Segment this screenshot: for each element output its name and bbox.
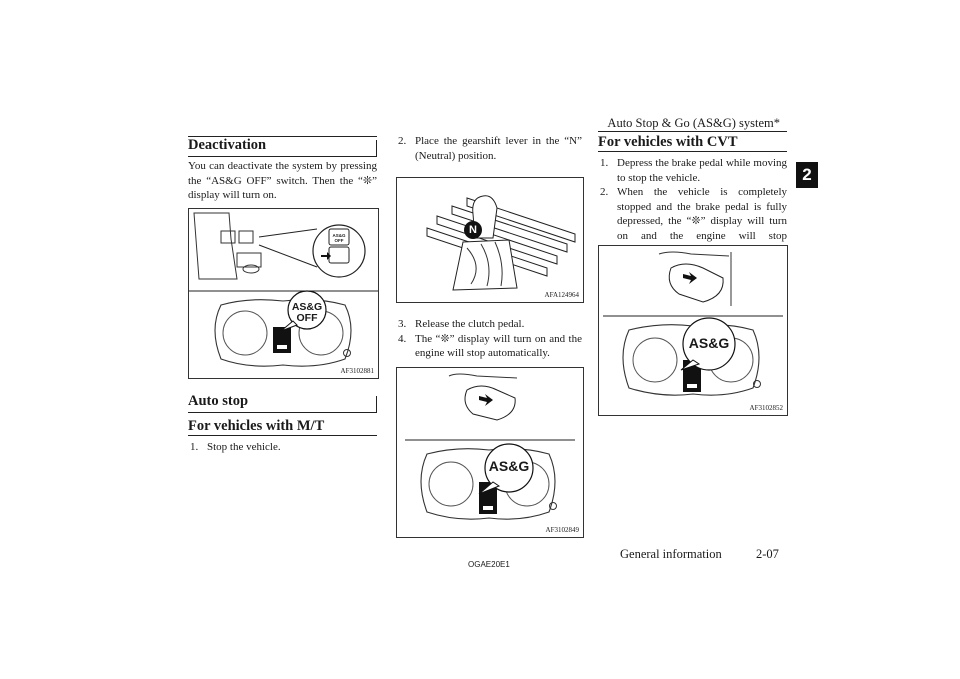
heading-rule-top (188, 136, 377, 137)
steps-b (396, 317, 582, 361)
switch-label: AS&G OFF (332, 233, 346, 243)
list-item: 1. Depress the brake pedal while moving to stop the vehicle. (600, 157, 787, 184)
figure-cvt-cluster (598, 245, 788, 416)
asg-callout: AS&G (688, 335, 730, 351)
list-item: 1. Stop the vehicle. (190, 441, 281, 453)
heading-rule (188, 435, 377, 436)
neutral-letter: N (469, 224, 477, 236)
list-item: 2. Place the gearshift lever in the “N” (Neutral) position. (398, 135, 582, 162)
figure-code: AF3102881 (340, 367, 374, 375)
figure-mt-cluster (396, 367, 584, 538)
figure-code: AF3102849 (545, 526, 579, 534)
figure-code: AFA124964 (544, 291, 579, 299)
list-item: 2. When the vehicle is completely stopped and the brake pedal is fully depressed, the “❊” display will turn on and the engine will stop (600, 186, 787, 242)
steps-a (396, 134, 582, 163)
footer-code: OGAE20E1 (468, 560, 510, 569)
figure-code: AF3102852 (749, 404, 783, 412)
list-item: 3. Release the clutch pedal. (398, 318, 525, 330)
cvt-steps (598, 156, 787, 258)
heading-tick (376, 396, 377, 412)
chapter-tab: 2 (796, 162, 818, 188)
heading-deactivation: Deactivation (188, 137, 267, 153)
figure-deactivation (188, 208, 379, 379)
list-item: 4. The “❊” display will turn on and the engine will stop automatically. (398, 332, 582, 359)
heading-auto-stop: Auto stop (188, 393, 249, 409)
heading-rule (188, 412, 377, 413)
asg-off-callout: AS&G OFF (291, 301, 323, 324)
heading-rule (598, 151, 787, 152)
running-header-title: Auto Stop & Go (AS&G) system* (607, 116, 780, 130)
header-rule (598, 131, 787, 132)
mt-steps (188, 440, 377, 455)
asg-callout: AS&G (488, 458, 530, 474)
heading-mt: For vehicles with M/T (188, 418, 325, 434)
footer-section: General information (620, 547, 722, 561)
heading-rule (188, 156, 377, 157)
heading-cvt: For vehicles with CVT (598, 134, 738, 150)
deactivation-body: You can deactivate the system by pressing the “AS&G OFF” switch. Then the “❊” display will turn on. (188, 160, 377, 201)
heading-tick (376, 140, 377, 156)
figure-gearshift (396, 177, 584, 303)
page-number: 2-07 (756, 547, 779, 561)
